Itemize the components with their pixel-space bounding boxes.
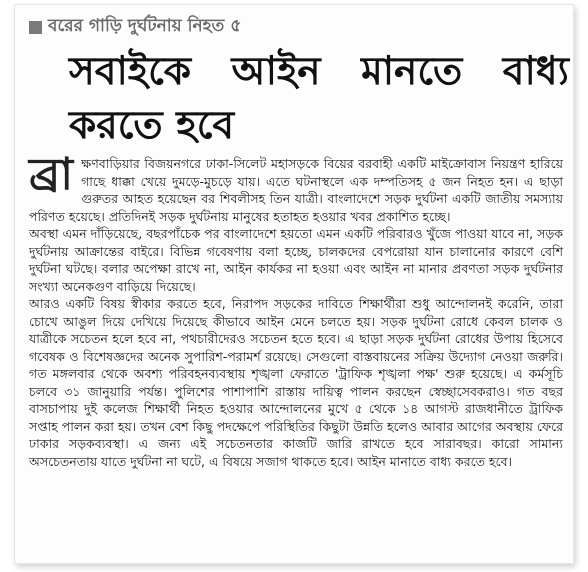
newspaper-clipping — [14, 4, 574, 564]
dropcap: ব্রা — [29, 149, 74, 200]
headline-word: বাধ্য — [502, 49, 569, 94]
headline-word: মানতে — [361, 49, 463, 94]
headline-word: সবাইকে — [69, 49, 192, 94]
paragraph: আরও একটি বিষয় স্বীকার করতে হবে, নিরাপদ সড়কের দাবিতে শিক্ষার্থীরা শুধু আন্দোলনই করেনি, তারা চোখে আঙুল দিয়ে দেখিয়ে দিয়েছে কীভাবে আইন মেনে চলতে হয়। সড়ক দুর্ঘটনা রোধে কেবল চালক ও যাত্রীকে সচেতন হলে হবে না, পথচারীদেরও সচেতন হতে হবে। এ ছাড়া সড়ক দুর্ঘটনা রোধের উপায় হিসেবে গবেষক ও বিশেষজ্ঞদের অনেক সুপারিশ-পরামর্শ রয়েছে। সেগুলো বাস্তবায়নের সক্রিয় উদ্যোগ নেওয়া জরুরি। গত মঙ্গলবার থেকে অবশ্য পরিবহনব্যবস্থায় শৃঙ্খলা ফেরাতে 'ট্রাফিক শৃঙ্খলা পক্ষ' শুরু হয়েছে। এ কর্মসূচি চলবে ৩১ জানুয়ারি পর্যন্ত। পুলিশের পাশাপাশি রাস্তায় দায়িত্ব পালন করছেন স্বেচ্ছাসেবকরাও। গত বছর বাসচাপায় দুই কলেজ শিক্ষার্থী নিহত হওয়ার আন্দোলনের মুখে ৫ থেকে ১৪ আগস্ট রাজধানীতে ট্রাফিক সপ্তাহ পালন করা হয়। তখন বেশ কিছু পদক্ষেপে পরিস্থিতির কিছুটা উন্নতি হলেও আবার আগের অবস্থায় ফেরে ঢাকার সড়কব্যবস্থা। এ জন্য এই সচেতনতার কাজটি জারি রাখতে হবে সারাবছর। কারো সামান্য অসচেতনতায় যাতে দুর্ঘটনা না ঘটে, এ বিষয়ে সজাগ থাকতে হবে। আইন মানাতে বাধ্য করতে হবে। — [29, 296, 563, 469]
article-body — [29, 149, 563, 470]
paragraph: অবস্থা এমন দাঁড়িয়েছে, বছরপাঁচেক পর বাংলাদেশে হয়তো এমন একটি পরিবারও খুঁজে পাওয়া যাবে না, সড়ক দুর্ঘটনায় আক্রান্তের বাইরে। বিভিন্ন গবেষণায় বলা হচ্ছে, চালকদের বেপরোয়া যান চালানোর কারণে বেশি দুর্ঘটনা ঘটছে। বলার অপেক্ষা রাখে না, আইন কার্যকর না হওয়া এবং আইন না মানার প্রবণতা সড়ক দুর্ঘটনার সংখ্যা অনেকগুণ বাড়িয়ে দিয়েছে। — [29, 226, 563, 294]
paragraph-text: ক্ষণবাড়িয়ার বিজয়নগরে ঢাকা-সিলেট মহাসড়কে বিয়ের বরবাহী একটি মাইক্রোবাস নিয়ন্ত্রণ হারিয়ে গাছে ধাক্কা খেয়ে দুমড়ে-মুচড়ে যায়। এতে ঘটনাস্থলে এক দম্পতিসহ ৫ জন নিহত হন। এ ছাড়া গুরুতর আহত হয়েছেন বর শিবলীসহ তিন যাত্রী। বাংলাদেশে সড়ক দুর্ঘটনা একটি জাতীয় সমস্যায় পরিণত হয়েছে। প্রতিদিনই সড়ক দুর্ঘটনায় মানুষের হতাহত হওয়ার খবর প্রকাশিত হচ্ছে। — [29, 156, 563, 224]
kicker — [29, 13, 241, 41]
headline-line-2: করতে হবে — [69, 103, 235, 148]
headline — [69, 45, 569, 153]
square-bullet-icon — [29, 21, 42, 34]
kicker-text: বরের গাড়ি দুর্ঘটনায় নিহত ৫ — [48, 16, 242, 36]
headline-word: আইন — [231, 49, 321, 94]
headline-line-1 — [69, 45, 569, 99]
paragraph — [29, 149, 563, 225]
